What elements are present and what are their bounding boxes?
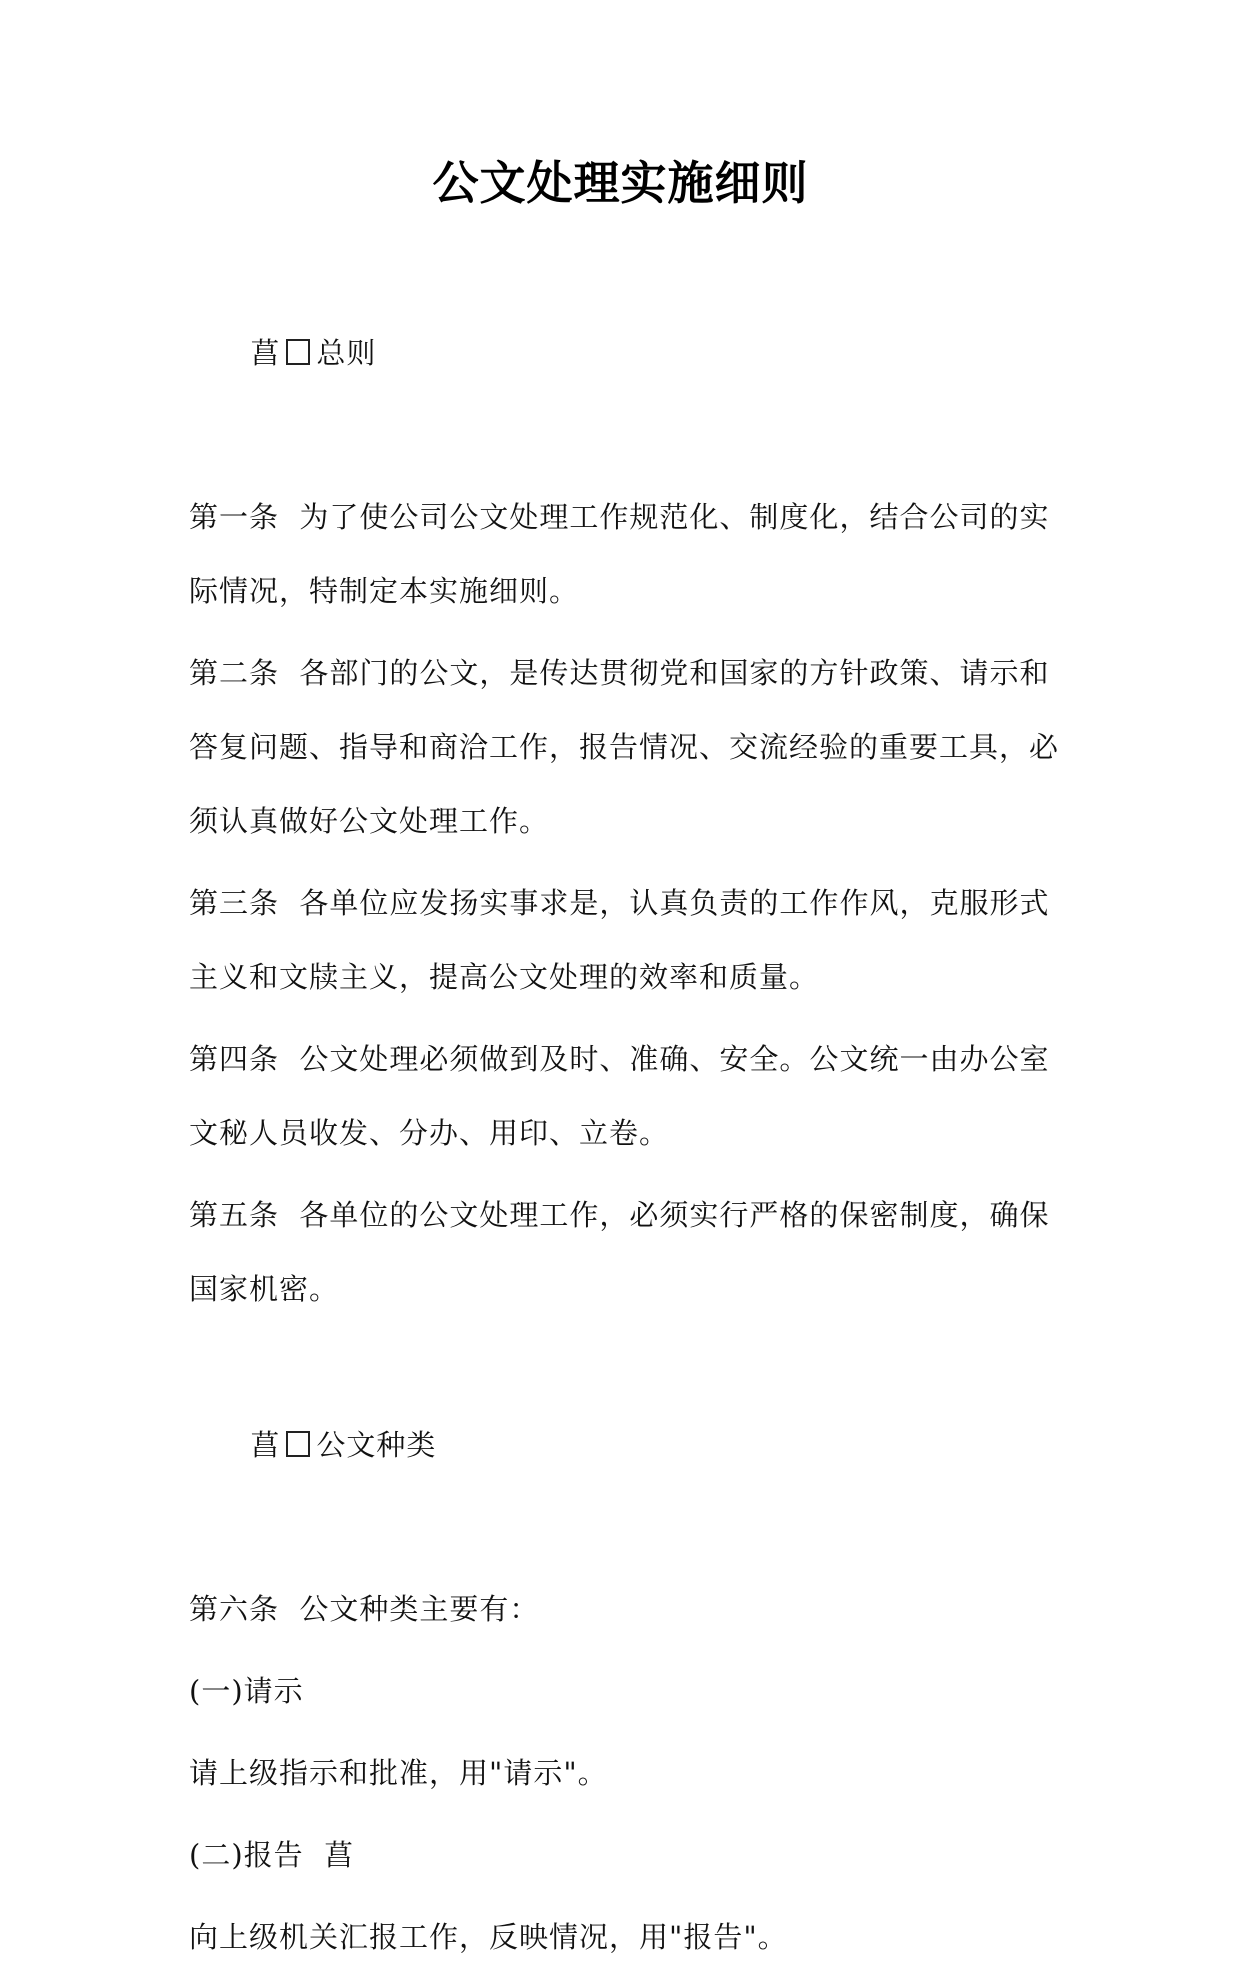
list-item-heading: (二)报告 菖 bbox=[189, 1838, 355, 1872]
list-item-heading: (一)请示 bbox=[189, 1674, 304, 1708]
article-paragraph: 第二条 各部门的公文，是传达贯彻党和国家的方针政策、请示和答复问题、指导和商洽工作，报告情况、交流经验的重要工具，必须认真做好公文处理工作。 bbox=[189, 656, 1060, 838]
chapter-heading bbox=[189, 242, 1059, 464]
article-paragraph: 第五条 各单位的公文处理工作，必须实行严格的保密制度，确保国家机密。 bbox=[189, 1198, 1050, 1306]
chapter-label: 公文种类 bbox=[316, 1428, 437, 1462]
placeholder-box-icon bbox=[286, 339, 310, 365]
list-item-description: 向上级机关汇报工作，反映情况，用"报告"。 bbox=[189, 1920, 788, 1954]
article-paragraph: 第一条 为了使公司公文处理工作规范化、制度化，结合公司的实际情况，特制定本实施细则。 bbox=[189, 500, 1050, 608]
document-body bbox=[189, 242, 1059, 1974]
article-paragraph: 第六条 公文种类主要有： bbox=[189, 1592, 540, 1626]
list-item-description: 请上级指示和批准，用"请示"。 bbox=[189, 1756, 608, 1790]
article-paragraph: 第三条 各单位应发扬实事求是，认真负责的工作作风，克服形式主义和文牍主义，提高公文处理的效率和质量。 bbox=[189, 886, 1050, 994]
document-title: 公文处理实施细则 bbox=[432, 156, 809, 210]
chapter-prefix: 菖 bbox=[250, 336, 281, 370]
chapter-label: 总则 bbox=[316, 336, 377, 370]
placeholder-box-icon bbox=[286, 1431, 310, 1457]
chapter-heading bbox=[189, 1334, 1059, 1556]
article-paragraph: 第四条 公文处理必须做到及时、准确、安全。公文统一由办公室文秘人员收发、分办、用印、立卷。 bbox=[189, 1042, 1050, 1150]
chapter-prefix: 菖 bbox=[250, 1428, 281, 1462]
